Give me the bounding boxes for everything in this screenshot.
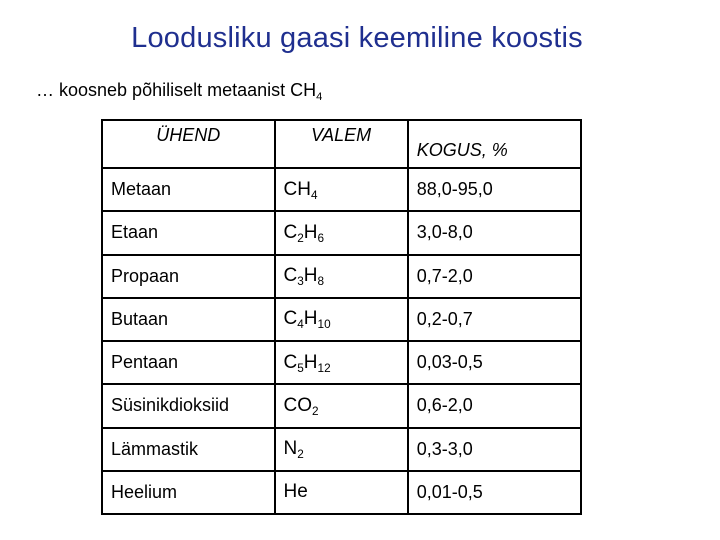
compound-amount: 0,6-2,0 <box>408 384 581 427</box>
compound-amount: 0,3-3,0 <box>408 428 581 471</box>
table-row <box>102 471 581 514</box>
compound-name: Butaan <box>102 298 275 341</box>
page-title: Loodusliku gaasi keemiline koostis <box>131 22 583 54</box>
subtitle-formula: $CH_4$ <box>290 80 323 103</box>
header-amount: KOGUS, % <box>408 120 581 168</box>
table-row <box>102 168 581 211</box>
composition-table <box>101 119 582 515</box>
compound-name: Etaan <box>102 211 275 254</box>
compound-formula: $C_5H_{12}$ <box>275 341 408 384</box>
compound-formula: $C_4H_{10}$ <box>275 298 408 341</box>
table-row <box>102 428 581 471</box>
compound-amount: 0,03-0,5 <box>408 341 581 384</box>
compound-formula: He <box>275 471 408 514</box>
compound-formula: $C_2H_6$ <box>275 211 408 254</box>
compound-name: Lämmastik <box>102 428 275 471</box>
compound-formula: $CO_2$ <box>275 384 408 427</box>
table-header-row <box>102 120 581 168</box>
table-row <box>102 298 581 341</box>
compound-amount: 0,2-0,7 <box>408 298 581 341</box>
table-row <box>102 255 581 298</box>
compound-amount: 0,01-0,5 <box>408 471 581 514</box>
compound-name: Propaan <box>102 255 275 298</box>
table-row <box>102 384 581 427</box>
compound-formula: $N_2$ <box>275 428 408 471</box>
subtitle-text: … koosneb põhiliselt metaanist <box>36 80 291 100</box>
compound-formula: $CH_4$ <box>275 168 408 211</box>
compound-name: Metaan <box>102 168 275 211</box>
compound-name: Heelium <box>102 471 275 514</box>
compound-name: Süsinikdioksiid <box>102 384 275 427</box>
compound-amount: 88,0-95,0 <box>408 168 581 211</box>
table-row <box>102 341 581 384</box>
table-body <box>102 168 581 514</box>
compound-amount: 3,0-8,0 <box>408 211 581 254</box>
subtitle <box>36 80 322 101</box>
header-formula: VALEM <box>275 120 408 168</box>
compound-formula: $C_3H_8$ <box>275 255 408 298</box>
header-compound: ÜHEND <box>102 120 275 168</box>
compound-name: Pentaan <box>102 341 275 384</box>
compound-amount: 0,7-2,0 <box>408 255 581 298</box>
table-row <box>102 211 581 254</box>
